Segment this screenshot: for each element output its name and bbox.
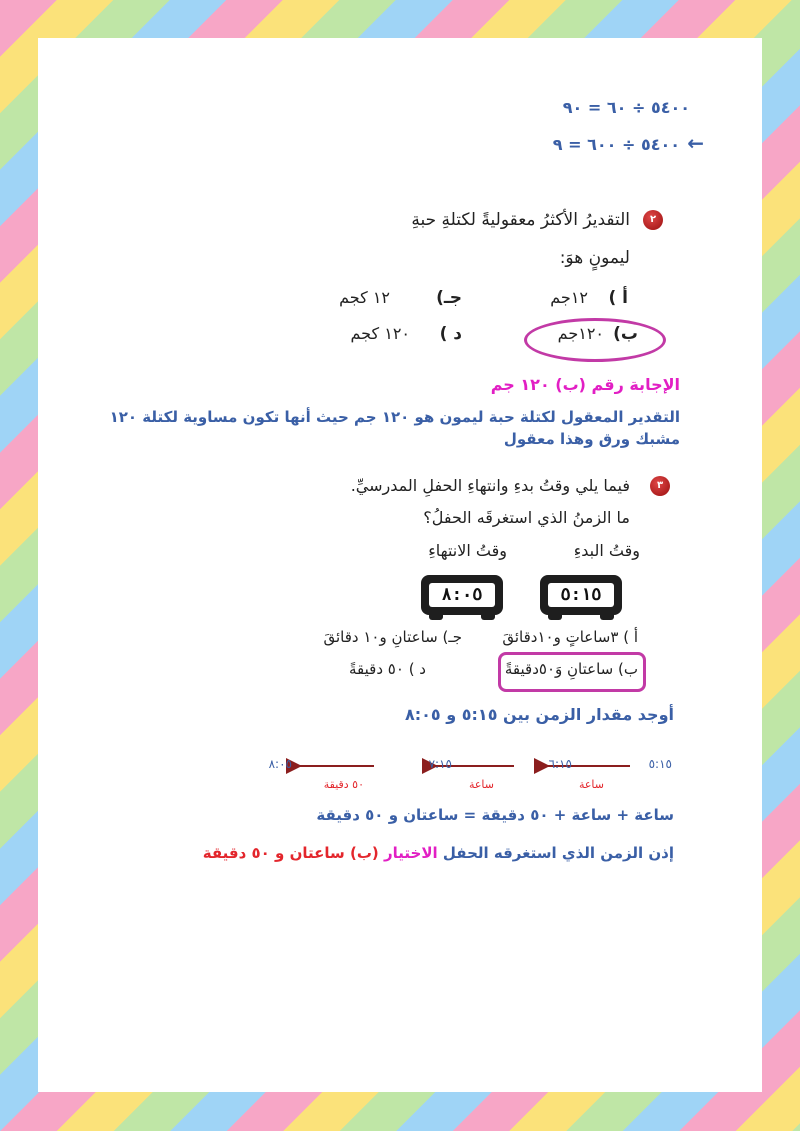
end-clock: [421, 575, 503, 615]
timeline-t2: ٧:١٥: [428, 757, 452, 771]
q3-option-b: ب) ساعتانِ وَ٥٠دقيقةً: [504, 660, 638, 678]
q2-option-d-letter: د ): [439, 324, 462, 344]
q2-question-line-1: التقديرُ الأكثرُ معقوليةً لكتلةِ حبةِ: [411, 210, 630, 230]
end-time-label: وقتُ الانتهاءِ: [428, 541, 507, 560]
q2-option-d-text: ١٢٠ كجم: [350, 324, 410, 343]
q2-option-c-letter: جـ): [436, 288, 462, 308]
q3-option-d: د ) ٥٠ دقيقةً: [349, 660, 426, 678]
time-number-line: [238, 750, 688, 800]
q3-find-text: أوجد مقدار الزمن بين ٥:١٥ و ٨:٠٥: [404, 705, 674, 724]
timeline-segment-2-label: ساعة: [468, 778, 494, 791]
q2-option-b-text: ١٢٠جم: [557, 324, 604, 343]
end-clock-display: ٨:٠٥: [429, 583, 495, 607]
timeline-segment-1-label: ساعة: [578, 778, 604, 791]
calc-line-1: ٥٤٠٠ ÷ ٦٠ = ٩٠: [562, 98, 690, 117]
start-clock-display: ٥:١٥: [548, 583, 614, 607]
timeline-segment-3-label: ٥٠ دقيقة: [323, 778, 364, 791]
calc-line-2: ٥٤٠٠ ÷ ٦٠٠ = ٩: [552, 135, 680, 154]
worksheet-page: [38, 38, 762, 1092]
q2-explanation-line-1: التقدير المعقول لكتلة حبة ليمون هو ١٢٠ جم حيث أنها تكون مساوية لكتلة ١٢٠: [109, 408, 680, 426]
q2-question-line-2: ليمونٍ هوَ:: [559, 248, 630, 268]
timeline-t3: ٨:٠٥: [268, 757, 292, 771]
q2-explanation-line-2: مشبك ورق وهذا معقول: [503, 430, 680, 448]
q2-option-c-text: ١٢ كجم: [339, 288, 390, 307]
question-number-badge: ٣: [650, 476, 670, 496]
start-time-label: وقتُ البدءِ: [573, 541, 640, 560]
final-answer-part-3: (ب) ساعتان و ٥٠ دقيقة: [202, 844, 379, 862]
final-answer-part-1: إذن الزمن الذي استغرقه الحفل: [442, 844, 674, 862]
q3-option-a: أ ) ٣ساعاتٍ و١٠دقائقَ: [502, 628, 638, 646]
q3-question-line-2: ما الزمنُ الذي استغرقَه الحفلُ؟: [423, 508, 630, 527]
start-clock: [540, 575, 622, 615]
q3-option-c: جـ) ساعتانِ و١٠ دقائقَ: [323, 628, 462, 646]
arrow-left-icon: ←: [687, 131, 704, 155]
q3-final-answer: [203, 844, 674, 862]
q2-option-a-letter: أ ): [608, 288, 628, 308]
timeline-t0: ٥:١٥: [648, 757, 672, 771]
q2-option-a-text: ١٢جم: [550, 288, 588, 307]
timeline-t1: ٦:١٥: [548, 757, 572, 771]
question-number-badge: ٢: [643, 210, 663, 230]
q3-question-line-1: فيما يلي وقتُ بدءِ وانتهاءِ الحفلِ المدرسيِّ.: [350, 476, 630, 495]
q3-sum-line: ساعة + ساعة + ٥٠ دقيقة = ساعتان و ٥٠ دقيقة: [316, 806, 674, 824]
q2-option-b-letter: ب): [613, 324, 638, 344]
q2-answer: الإجابة رقم (ب) ١٢٠ جم: [490, 375, 680, 394]
final-answer-part-2: الاختيار: [384, 844, 438, 862]
